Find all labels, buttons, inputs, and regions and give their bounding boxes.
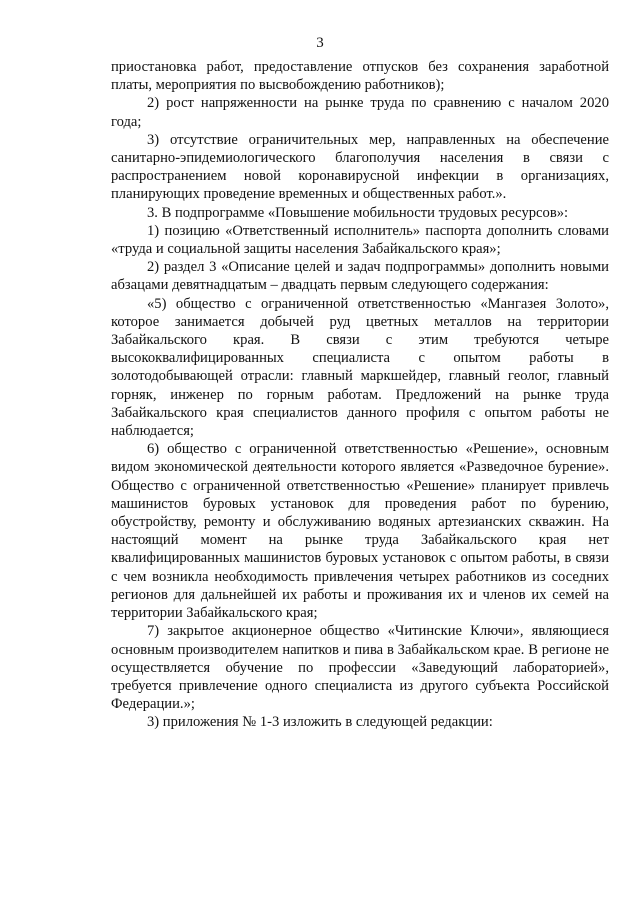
paragraph-item-1-responsible: 1) позицию «Ответственный исполнитель» паспорта дополнить словами «труда и социальной защиты населения Забайкальского края»; [111,222,609,258]
paragraph-item-7-chitinskie-klyuchi: 7) закрытое акционерное общество «Читинские Ключи», являющиеся основным производителем напитков и пива в Забайкальском крае. В регионе не осуществляется обучение по профессии «Заведующий лабораторией», требуется привлечение одного специалиста из другого субъекта Российской Федерации.»; [111,623,609,713]
document-body [111,58,609,732]
paragraph-item-3-appendices: 3) приложения № 1-3 изложить в следующей редакции: [147,714,493,731]
paragraph-item-3-restrictions: 3) отсутствие ограничительных мер, направленных на обеспечение санитарно-эпидемиологического благополучия населения в связи с распространением новой коронавирусной инфекции в организациях, планирующих проведение временных и общественных работ.». [111,131,609,203]
page-number: 3 [316,35,324,51]
paragraph-continuation: приостановка работ, предоставление отпусков без сохранения заработной платы, мероприятия по высвобождению работников); [111,59,609,94]
paragraph-item-5-mangazeya: «5) общество с ограниченной ответственностью «Мангазея Золото», которое занимается добычей руд цветных металлов на территории Забайкальского края. В связи с этим требуются четыре высококвалифицированных специалиста с опытом работы в золотодобывающей отрасли: главный маркшейдер, главный геолог, главный горняк, инженер по горным работам. Предложений на рынке труда Забайкальского края специалистов данного профиля с опытом работы не наблюдается; [111,295,609,440]
paragraph-section-3-subprogram: 3. В подпрограмме «Повышение мобильности трудовых ресурсов»: [147,204,569,221]
paragraph-item-2-tension: 2) рост напряженности на рынке труда по сравнению с началом 2020 года; [111,95,609,130]
paragraph-item-6-reshenie: 6) общество с ограниченной ответственностью «Решение», основным видом экономической деятельности которого является «Разведочное бурение». Общество с ограниченной ответственностью «Решение» планирует привлечь машинистов буровых установок для проведения работ по бурению, обустройству, ремонту и обслуживанию водяных артезианских скважин. На настоящий момент на рынке труда Забайкальского края нет квалифицированных машинистов буровых установок с опытом работы, в связи с чем возникла необходимость привлечения четырех работников из соседних регионов для дальнейшей их работы и проживания их и членов их семей на территории Забайкальского края; [111,441,609,622]
paragraph-item-2-section: 2) раздел 3 «Описание целей и задач подпрограммы» дополнить новыми абзацами девятнадцатым – двадцать первым следующего содержания: [111,259,609,294]
